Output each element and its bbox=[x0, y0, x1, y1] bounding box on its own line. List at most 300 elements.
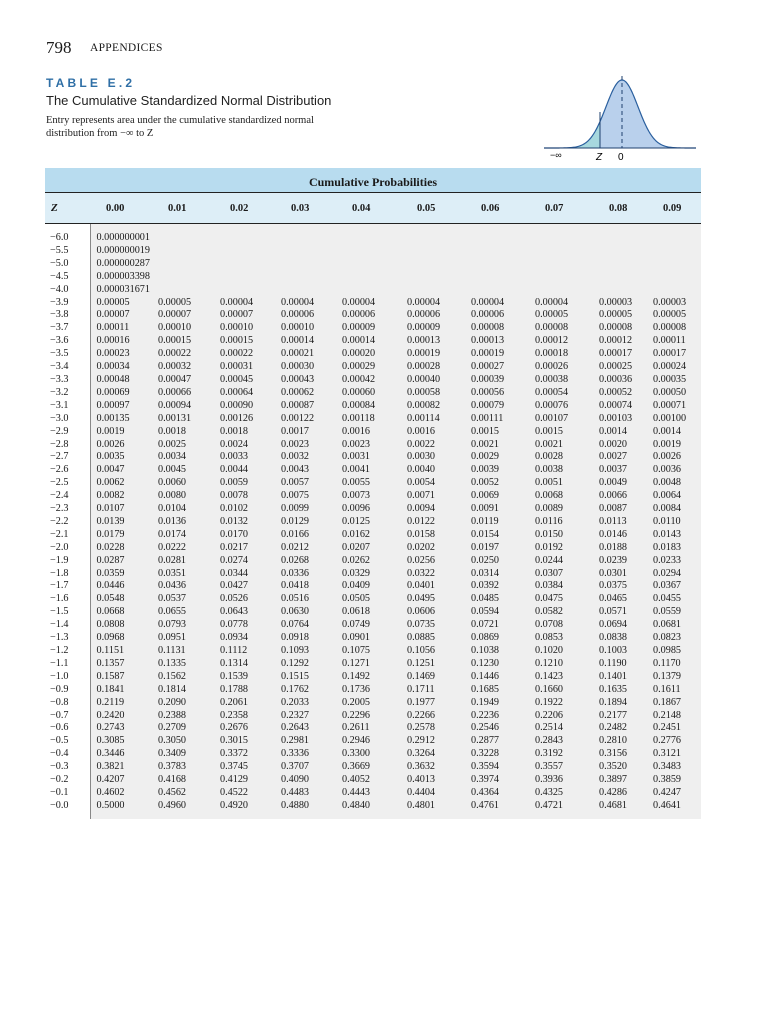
table-row bbox=[45, 774, 701, 787]
probability-cell bbox=[214, 284, 275, 297]
probability-cell: 0.00066 bbox=[152, 387, 214, 400]
probability-cell: 0.0059 bbox=[214, 477, 275, 490]
probability-cell: 0.2005 bbox=[336, 697, 401, 710]
table-row bbox=[45, 503, 701, 516]
probability-cell: 0.00038 bbox=[529, 374, 593, 387]
probability-cell: 0.00090 bbox=[214, 400, 275, 413]
probability-cell: 0.0548 bbox=[90, 593, 152, 606]
probability-cell: 0.00074 bbox=[593, 400, 647, 413]
table-row bbox=[45, 568, 701, 581]
probability-cell: 0.4325 bbox=[529, 787, 593, 800]
probability-cell: 0.00028 bbox=[401, 361, 465, 374]
table-title: The Cumulative Standardized Normal Distribution bbox=[46, 93, 332, 108]
probability-cell: 0.00004 bbox=[336, 297, 401, 310]
table-row bbox=[45, 658, 701, 671]
probability-cell: 0.0146 bbox=[593, 529, 647, 542]
probability-cell: 0.1292 bbox=[275, 658, 336, 671]
probability-cell: 0.0708 bbox=[529, 619, 593, 632]
column-header: 0.08 bbox=[593, 193, 647, 224]
probability-cell: 0.2877 bbox=[465, 735, 529, 748]
probability-cell bbox=[465, 245, 529, 258]
probability-cell: 0.00048 bbox=[90, 374, 152, 387]
probability-cell: 0.0045 bbox=[152, 464, 214, 477]
z-value-cell: −2.2 bbox=[45, 516, 90, 529]
table-row bbox=[45, 322, 701, 335]
probability-cell: 0.4090 bbox=[275, 774, 336, 787]
probability-cell: 0.00058 bbox=[401, 387, 465, 400]
probability-cell: 0.0436 bbox=[152, 580, 214, 593]
probability-cell: 0.00012 bbox=[529, 335, 593, 348]
table-row bbox=[45, 619, 701, 632]
probability-cell: 0.4801 bbox=[401, 800, 465, 819]
probability-cell: 0.4840 bbox=[336, 800, 401, 819]
probability-cell: 0.0069 bbox=[465, 490, 529, 503]
table-row bbox=[45, 297, 701, 310]
probability-cell: 0.00008 bbox=[647, 322, 701, 335]
probability-cell: 0.3669 bbox=[336, 761, 401, 774]
probability-cell: 0.2946 bbox=[336, 735, 401, 748]
table-row bbox=[45, 464, 701, 477]
probability-cell: 0.0516 bbox=[275, 593, 336, 606]
probability-cell: 0.0033 bbox=[214, 451, 275, 464]
probability-cell bbox=[275, 224, 336, 245]
probability-cell: 0.0102 bbox=[214, 503, 275, 516]
probability-cell: 0.00019 bbox=[401, 348, 465, 361]
probability-cell: 0.0028 bbox=[529, 451, 593, 464]
probability-cell: 0.00135 bbox=[90, 413, 152, 426]
probability-cell: 0.0022 bbox=[401, 439, 465, 452]
probability-cell: 0.2090 bbox=[152, 697, 214, 710]
z-value-cell: −2.4 bbox=[45, 490, 90, 503]
probability-cell bbox=[593, 258, 647, 271]
probability-cell: 0.2676 bbox=[214, 722, 275, 735]
table-row bbox=[45, 309, 701, 322]
probability-cell: 0.2743 bbox=[90, 722, 152, 735]
table-row bbox=[45, 645, 701, 658]
column-header: 0.00 bbox=[90, 193, 152, 224]
probability-cell: 0.3372 bbox=[214, 748, 275, 761]
probability-cell: 0.4364 bbox=[465, 787, 529, 800]
probability-cell bbox=[275, 245, 336, 258]
z-label: Z bbox=[596, 152, 603, 163]
probability-cell: 0.4168 bbox=[152, 774, 214, 787]
probability-cell: 0.2206 bbox=[529, 710, 593, 723]
table-row bbox=[45, 400, 701, 413]
probability-cell bbox=[593, 245, 647, 258]
probability-cell: 0.1170 bbox=[647, 658, 701, 671]
probability-cell bbox=[647, 224, 701, 245]
z-value-cell: −0.0 bbox=[45, 800, 90, 819]
probability-cell bbox=[529, 224, 593, 245]
probability-cell: 0.00014 bbox=[336, 335, 401, 348]
probability-cell: 0.3085 bbox=[90, 735, 152, 748]
z-value-cell: −3.5 bbox=[45, 348, 90, 361]
probability-cell: 0.1075 bbox=[336, 645, 401, 658]
probability-cell: 0.00076 bbox=[529, 400, 593, 413]
normal-curve-diagram bbox=[540, 74, 700, 164]
probability-cell: 0.1814 bbox=[152, 684, 214, 697]
probability-cell: 0.0606 bbox=[401, 606, 465, 619]
probability-cell: 0.0985 bbox=[647, 645, 701, 658]
probability-cell: 0.0037 bbox=[593, 464, 647, 477]
probability-cell: 0.0409 bbox=[336, 580, 401, 593]
probability-cell: 0.0721 bbox=[465, 619, 529, 632]
probability-cell: 0.3520 bbox=[593, 761, 647, 774]
probability-cell: 0.0244 bbox=[529, 555, 593, 568]
probability-cell: 0.0020 bbox=[593, 439, 647, 452]
probability-cell: 0.4761 bbox=[465, 800, 529, 819]
probability-cell: 0.00011 bbox=[647, 335, 701, 348]
probability-cell: 0.4681 bbox=[593, 800, 647, 819]
z-value-cell: −3.9 bbox=[45, 297, 90, 310]
probability-cell: 0.00047 bbox=[152, 374, 214, 387]
z-value-cell: −2.5 bbox=[45, 477, 90, 490]
probability-cell: 0.00005 bbox=[90, 297, 152, 310]
z-value-cell: −1.8 bbox=[45, 568, 90, 581]
probability-cell: 0.4129 bbox=[214, 774, 275, 787]
probability-cell bbox=[336, 284, 401, 297]
table-row bbox=[45, 697, 701, 710]
probability-cell: 0.2514 bbox=[529, 722, 593, 735]
probability-cell: 0.1788 bbox=[214, 684, 275, 697]
z-value-cell: −0.3 bbox=[45, 761, 90, 774]
probability-cell: 0.0034 bbox=[152, 451, 214, 464]
probability-cell: 0.00004 bbox=[275, 297, 336, 310]
probability-cell: 0.3121 bbox=[647, 748, 701, 761]
probability-cell: 0.3228 bbox=[465, 748, 529, 761]
table-row bbox=[45, 632, 701, 645]
probability-cell: 0.2033 bbox=[275, 697, 336, 710]
table-description: Entry represents area under the cumulative standardized normal distribution from −∞ to Z bbox=[46, 115, 314, 139]
probability-cell: 0.1423 bbox=[529, 671, 593, 684]
probability-cell: 0.0116 bbox=[529, 516, 593, 529]
probability-cell: 0.0055 bbox=[336, 477, 401, 490]
probability-cell: 0.3300 bbox=[336, 748, 401, 761]
z-value-cell: −0.7 bbox=[45, 710, 90, 723]
z-value-cell: −0.2 bbox=[45, 774, 90, 787]
probability-cell: 0.0129 bbox=[275, 516, 336, 529]
probability-cell: 0.0427 bbox=[214, 580, 275, 593]
probability-cell: 0.0222 bbox=[152, 542, 214, 555]
probability-cell bbox=[647, 271, 701, 284]
probability-cell: 0.1736 bbox=[336, 684, 401, 697]
probability-cell: 0.0078 bbox=[214, 490, 275, 503]
z-value-cell: −3.0 bbox=[45, 413, 90, 426]
probability-cell: 0.0375 bbox=[593, 580, 647, 593]
probability-cell: 0.00032 bbox=[152, 361, 214, 374]
probability-cell: 0.0019 bbox=[90, 426, 152, 439]
probability-cell: 0.0023 bbox=[336, 439, 401, 452]
z-value-cell: −1.2 bbox=[45, 645, 90, 658]
z-value-cell: −2.7 bbox=[45, 451, 90, 464]
probability-cell: 0.0096 bbox=[336, 503, 401, 516]
probability-cell: 0.0158 bbox=[401, 529, 465, 542]
probability-cell: 0.0838 bbox=[593, 632, 647, 645]
probability-cell: 0.0166 bbox=[275, 529, 336, 542]
probability-cell: 0.2482 bbox=[593, 722, 647, 735]
probability-cell: 0.0091 bbox=[465, 503, 529, 516]
probability-cell: 0.00034 bbox=[90, 361, 152, 374]
probability-cell: 0.0526 bbox=[214, 593, 275, 606]
probability-cell: 0.2578 bbox=[401, 722, 465, 735]
table-row bbox=[45, 735, 701, 748]
probability-cell: 0.1685 bbox=[465, 684, 529, 697]
probability-cell: 0.00023 bbox=[90, 348, 152, 361]
probability-cell: 0.0314 bbox=[465, 568, 529, 581]
probability-cell: 0.00017 bbox=[647, 348, 701, 361]
column-header: 0.06 bbox=[465, 193, 529, 224]
z-value-cell: −3.2 bbox=[45, 387, 90, 400]
probability-cell: 0.00013 bbox=[401, 335, 465, 348]
probability-cell: 0.0869 bbox=[465, 632, 529, 645]
table-row bbox=[45, 787, 701, 800]
probability-cell: 0.0618 bbox=[336, 606, 401, 619]
probability-cell: 0.00007 bbox=[214, 309, 275, 322]
probability-cell: 0.3015 bbox=[214, 735, 275, 748]
probability-cell: 0.3707 bbox=[275, 761, 336, 774]
probability-cell: 0.0630 bbox=[275, 606, 336, 619]
probability-cell: 0.0392 bbox=[465, 580, 529, 593]
probability-cell: 0.00022 bbox=[152, 348, 214, 361]
table-caption: Cumulative Probabilities bbox=[45, 168, 701, 193]
probability-cell: 0.00126 bbox=[214, 413, 275, 426]
table-row bbox=[45, 451, 701, 464]
probability-cell bbox=[593, 271, 647, 284]
probability-cell: 0.0853 bbox=[529, 632, 593, 645]
probability-cell bbox=[401, 245, 465, 258]
probability-cell: 0.0594 bbox=[465, 606, 529, 619]
z-value-cell: −2.1 bbox=[45, 529, 90, 542]
probability-cell: 0.0018 bbox=[152, 426, 214, 439]
probability-cell: 0.4052 bbox=[336, 774, 401, 787]
probability-cell bbox=[214, 224, 275, 245]
probability-cell: 0.0143 bbox=[647, 529, 701, 542]
probability-cell bbox=[465, 258, 529, 271]
probability-cell: 0.4483 bbox=[275, 787, 336, 800]
column-header: 0.09 bbox=[647, 193, 701, 224]
table-row bbox=[45, 335, 701, 348]
probability-cell: 0.1469 bbox=[401, 671, 465, 684]
probability-cell bbox=[275, 284, 336, 297]
probability-cell: 0.2912 bbox=[401, 735, 465, 748]
probability-cell: 0.3156 bbox=[593, 748, 647, 761]
table-row bbox=[45, 348, 701, 361]
z-value-cell: −2.8 bbox=[45, 439, 90, 452]
z-value-cell: −0.1 bbox=[45, 787, 90, 800]
probability-cell: 0.3632 bbox=[401, 761, 465, 774]
probability-cell: 0.00036 bbox=[593, 374, 647, 387]
probability-cell: 0.3897 bbox=[593, 774, 647, 787]
probability-cell: 0.00100 bbox=[647, 413, 701, 426]
probability-cell: 0.5000 bbox=[90, 800, 152, 819]
probability-cell: 0.3936 bbox=[529, 774, 593, 787]
probability-cell: 0.0250 bbox=[465, 555, 529, 568]
probability-cell: 0.1020 bbox=[529, 645, 593, 658]
column-header: 0.07 bbox=[529, 193, 593, 224]
probability-cell: 0.2296 bbox=[336, 710, 401, 723]
probability-cell: 0.0071 bbox=[401, 490, 465, 503]
probability-cell: 0.0014 bbox=[593, 426, 647, 439]
z-value-cell: −3.1 bbox=[45, 400, 90, 413]
probability-cell: 0.000000019 bbox=[90, 245, 152, 258]
probability-cell: 0.1867 bbox=[647, 697, 701, 710]
probability-cell: 0.0188 bbox=[593, 542, 647, 555]
probability-cell: 0.0808 bbox=[90, 619, 152, 632]
probability-cell: 0.2388 bbox=[152, 710, 214, 723]
probability-cell: 0.0089 bbox=[529, 503, 593, 516]
probability-cell: 0.00094 bbox=[152, 400, 214, 413]
probability-cell: 0.0918 bbox=[275, 632, 336, 645]
z-value-cell: −3.8 bbox=[45, 309, 90, 322]
probability-cell: 0.00087 bbox=[275, 400, 336, 413]
probability-cell: 0.3783 bbox=[152, 761, 214, 774]
probability-cell: 0.00005 bbox=[152, 297, 214, 310]
probability-cell: 0.0287 bbox=[90, 555, 152, 568]
probability-cell: 0.0110 bbox=[647, 516, 701, 529]
probability-cell: 0.0793 bbox=[152, 619, 214, 632]
probability-cell: 0.0084 bbox=[647, 503, 701, 516]
probability-cell: 0.1562 bbox=[152, 671, 214, 684]
probability-cell bbox=[465, 224, 529, 245]
probability-cell: 0.1271 bbox=[336, 658, 401, 671]
probability-cell: 0.2358 bbox=[214, 710, 275, 723]
probability-cell: 0.0901 bbox=[336, 632, 401, 645]
probability-cell: 0.00016 bbox=[90, 335, 152, 348]
probability-cell bbox=[214, 245, 275, 258]
probability-cell bbox=[214, 271, 275, 284]
probability-cell: 0.4443 bbox=[336, 787, 401, 800]
table-row bbox=[45, 426, 701, 439]
z-value-cell: −0.8 bbox=[45, 697, 90, 710]
probability-cell bbox=[275, 258, 336, 271]
probability-cell: 0.0024 bbox=[214, 439, 275, 452]
probability-cell: 0.00006 bbox=[275, 309, 336, 322]
probability-cell: 0.2327 bbox=[275, 710, 336, 723]
probability-cell bbox=[336, 258, 401, 271]
probability-cell: 0.0044 bbox=[214, 464, 275, 477]
probability-cell: 0.0150 bbox=[529, 529, 593, 542]
probability-cell: 0.0582 bbox=[529, 606, 593, 619]
probability-cell: 0.0418 bbox=[275, 580, 336, 593]
column-header: 0.03 bbox=[275, 193, 336, 224]
z-value-cell: −3.6 bbox=[45, 335, 90, 348]
probability-cell: 0.1611 bbox=[647, 684, 701, 697]
probability-cell: 0.3859 bbox=[647, 774, 701, 787]
probability-cell: 0.0192 bbox=[529, 542, 593, 555]
z-value-cell: −5.0 bbox=[45, 258, 90, 271]
z-value-cell: −1.5 bbox=[45, 606, 90, 619]
probability-cell: 0.2148 bbox=[647, 710, 701, 723]
probability-cell: 0.1841 bbox=[90, 684, 152, 697]
cumulative-probability-table bbox=[45, 168, 701, 819]
probability-cell: 0.00027 bbox=[465, 361, 529, 374]
probability-cell: 0.0359 bbox=[90, 568, 152, 581]
probability-cell: 0.2776 bbox=[647, 735, 701, 748]
probability-cell: 0.0038 bbox=[529, 464, 593, 477]
probability-cell: 0.00029 bbox=[336, 361, 401, 374]
probability-cell: 0.00007 bbox=[152, 309, 214, 322]
probability-cell: 0.00035 bbox=[647, 374, 701, 387]
probability-cell: 0.0021 bbox=[465, 439, 529, 452]
probability-cell: 0.0073 bbox=[336, 490, 401, 503]
table-row bbox=[45, 800, 701, 819]
probability-cell bbox=[152, 245, 214, 258]
probability-cell: 0.3483 bbox=[647, 761, 701, 774]
probability-cell bbox=[647, 245, 701, 258]
probability-cell: 0.1003 bbox=[593, 645, 647, 658]
probability-cell: 0.4404 bbox=[401, 787, 465, 800]
probability-cell: 0.1949 bbox=[465, 697, 529, 710]
probability-cell: 0.1539 bbox=[214, 671, 275, 684]
probability-cell: 0.00107 bbox=[529, 413, 593, 426]
probability-cell: 0.0132 bbox=[214, 516, 275, 529]
probability-cell: 0.0537 bbox=[152, 593, 214, 606]
probability-cell: 0.0027 bbox=[593, 451, 647, 464]
table-row bbox=[45, 722, 701, 735]
probability-cell: 0.0052 bbox=[465, 477, 529, 490]
probability-cell bbox=[401, 271, 465, 284]
probability-cell: 0.00043 bbox=[275, 374, 336, 387]
z-value-cell: −1.1 bbox=[45, 658, 90, 671]
table-row bbox=[45, 224, 701, 245]
probability-cell: 0.00004 bbox=[465, 297, 529, 310]
table-row bbox=[45, 761, 701, 774]
probability-cell: 0.0122 bbox=[401, 516, 465, 529]
column-header: 0.04 bbox=[336, 193, 401, 224]
probability-cell: 0.0694 bbox=[593, 619, 647, 632]
probability-cell: 0.1977 bbox=[401, 697, 465, 710]
probability-cell: 0.4286 bbox=[593, 787, 647, 800]
probability-cell: 0.00012 bbox=[593, 335, 647, 348]
probability-cell: 0.00030 bbox=[275, 361, 336, 374]
probability-cell: 0.00003 bbox=[593, 297, 647, 310]
probability-cell: 0.00005 bbox=[529, 309, 593, 322]
probability-cell: 0.0274 bbox=[214, 555, 275, 568]
probability-cell: 0.0060 bbox=[152, 477, 214, 490]
probability-cell: 0.1210 bbox=[529, 658, 593, 671]
probability-cell: 0.0239 bbox=[593, 555, 647, 568]
probability-cell: 0.1515 bbox=[275, 671, 336, 684]
neg-infinity-label: −∞ bbox=[550, 150, 562, 160]
probability-cell: 0.4562 bbox=[152, 787, 214, 800]
z-value-cell: −1.3 bbox=[45, 632, 90, 645]
probability-cell: 0.0030 bbox=[401, 451, 465, 464]
probability-cell: 0.2643 bbox=[275, 722, 336, 735]
z-value-cell: −3.3 bbox=[45, 374, 90, 387]
table-row bbox=[45, 671, 701, 684]
probability-cell: 0.00021 bbox=[275, 348, 336, 361]
probability-cell: 0.00013 bbox=[465, 335, 529, 348]
probability-cell: 0.1230 bbox=[465, 658, 529, 671]
probability-cell: 0.0016 bbox=[336, 426, 401, 439]
probability-cell: 0.4920 bbox=[214, 800, 275, 819]
probability-cell: 0.0465 bbox=[593, 593, 647, 606]
probability-cell: 0.0170 bbox=[214, 529, 275, 542]
probability-cell: 0.0294 bbox=[647, 568, 701, 581]
probability-cell: 0.4247 bbox=[647, 787, 701, 800]
probability-cell: 0.00024 bbox=[647, 361, 701, 374]
probability-cell: 0.0183 bbox=[647, 542, 701, 555]
z-value-cell: −2.0 bbox=[45, 542, 90, 555]
probability-cell: 0.00050 bbox=[647, 387, 701, 400]
probability-cell: 0.00025 bbox=[593, 361, 647, 374]
probability-cell: 0.0197 bbox=[465, 542, 529, 555]
probability-cell: 0.3821 bbox=[90, 761, 152, 774]
table-row bbox=[45, 516, 701, 529]
probability-cell: 0.0764 bbox=[275, 619, 336, 632]
table-row bbox=[45, 477, 701, 490]
probability-cell: 0.00069 bbox=[90, 387, 152, 400]
